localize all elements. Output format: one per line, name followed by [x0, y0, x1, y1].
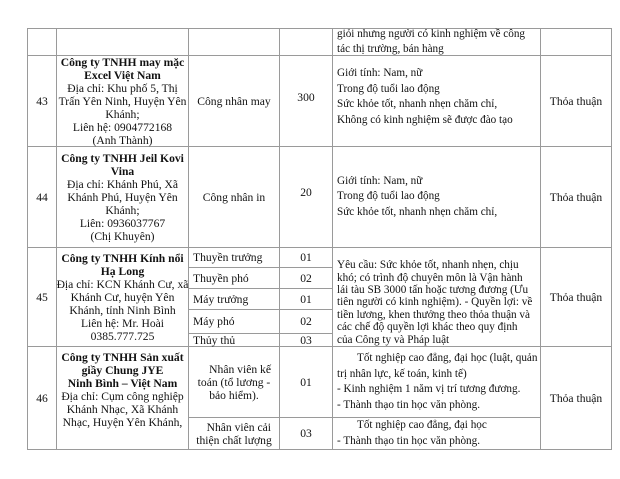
company-detail: Khánh Nhạc, Xã Khánh	[66, 403, 179, 416]
requirement-line: các chế độ quyền lợi khác theo quy định	[337, 321, 518, 334]
company-name: Vina	[110, 164, 135, 178]
position-title: Công nhân in	[202, 190, 266, 204]
company-detail: Địa chỉ: Khu phố 5, Thị	[67, 81, 178, 95]
requirement-line: Trong độ tuổi lao động	[337, 82, 440, 95]
company-detail: Khánh Phú, Huyện Yên	[67, 190, 178, 204]
company-cell	[57, 56, 188, 146]
position-quantity: 01	[300, 292, 312, 306]
table-border-bottom	[27, 449, 612, 450]
position-title: Thủy thủ	[193, 333, 236, 347]
company-detail: Địa chỉ: Cụm công nghiệp	[61, 390, 184, 403]
company-name: Công ty TNHH may mặc	[60, 55, 185, 69]
row-number: 44	[36, 190, 48, 204]
requirements-cell	[333, 252, 540, 346]
company-name: giầy Chung JYE	[81, 364, 164, 377]
row-number: 46	[36, 391, 48, 405]
company-name: Excel Việt Nam	[84, 68, 161, 82]
position-quantity: 02	[300, 315, 312, 328]
company-name: Hạ Long	[100, 264, 145, 278]
requirements-cell	[333, 56, 540, 138]
company-detail: 0385.777.725	[90, 329, 155, 343]
requirement-line: của Công ty và Pháp luật	[337, 333, 450, 346]
company-cell	[57, 347, 188, 449]
requirement-line: Tốt nghiệp cao đẳng, đại học	[357, 419, 487, 431]
requirement-line: - Kinh nghiệm 1 năm vị trí tương đương.	[337, 383, 521, 395]
company-detail: Liên: 0936037767	[79, 216, 166, 230]
requirement-line: trị nhân lực, kế toán, kinh tế)	[337, 367, 467, 380]
position-title-line: Nhân viên cải	[206, 420, 271, 434]
position-quantity: 01	[300, 375, 312, 389]
company-detail: (Anh Thành)	[92, 133, 153, 147]
company-name: Công ty TNHH Kính nổi	[61, 251, 184, 265]
position-title-line: thiện chất lượng	[196, 433, 272, 447]
company-detail: Khánh Cư, huyện Yên	[70, 290, 175, 304]
salary-cell: Thỏa thuận	[549, 190, 603, 204]
requirement-line: tiền lương, khen thưởng theo thỏa thuận và	[337, 308, 530, 321]
row-number: 43	[36, 94, 48, 108]
salary-cell: Thỏa thuận	[549, 290, 603, 304]
position-quantity: 300	[297, 90, 315, 104]
position-title: Thuyền phó	[193, 271, 249, 285]
position-quantity: 02	[300, 271, 312, 285]
position-title-line: toán (tổ lương -	[197, 375, 271, 389]
position-title: Máy phó	[193, 315, 235, 328]
company-name: Công ty TNHH Sản xuất	[61, 351, 184, 364]
requirement-line: tiên người có kinh nghiệm). - Quyền lợi: về	[337, 296, 533, 309]
company-detail: Liên hệ: Mr. Hoài	[80, 316, 165, 330]
requirement-line: lái tàu SB 3000 tấn hoặc tương đương (Ưu	[337, 283, 529, 296]
company-detail: Địa chỉ: KCN Khánh Cư, xã	[56, 277, 189, 291]
company-name: Công ty TNHH Jeil Kovi	[61, 151, 184, 165]
company-detail: Địa chỉ: Khánh Phú, Xã	[66, 177, 179, 191]
position-quantity: 20	[300, 185, 312, 199]
requirement-line: Yêu cầu: Sức khỏe tốt, nhanh nhẹn, chịu	[337, 259, 519, 272]
salary-cell: Thỏa thuận	[549, 391, 603, 405]
company-detail: Liên hệ: 0904772168	[72, 120, 173, 134]
requirement-line: Trong độ tuổi lao động	[337, 190, 440, 203]
requirement-line: Không có kinh nghiệm sẽ được đào tạo	[337, 113, 513, 126]
company-cell	[57, 248, 188, 346]
position-title-line: bảo hiểm).	[209, 388, 259, 402]
table-border-right	[611, 28, 612, 450]
requirements-cell	[333, 29, 540, 55]
company-detail: Khánh, tỉnh Ninh Bình	[69, 303, 176, 317]
requirement-line: - Thành thạo tin học văn phòng.	[337, 398, 481, 411]
company-detail: Trấn Yên Ninh, Huyện Yên	[58, 94, 187, 108]
company-detail: (Chị Khuyên)	[90, 229, 155, 243]
position-quantity: 01	[300, 251, 312, 264]
salary-cell: Thỏa thuận	[549, 94, 603, 108]
company-detail: Khánh;	[105, 203, 140, 217]
requirement-line: Tốt nghiệp cao đẳng, đại học (luật, quản	[357, 352, 538, 364]
requirements-cell	[333, 418, 540, 449]
requirement-line: Sức khỏe tốt, nhanh nhẹn chăm chỉ,	[337, 98, 498, 110]
requirement-line: khó; có trình độ chuyên môn là Vận hành	[337, 271, 523, 284]
requirements-cell	[333, 347, 540, 417]
requirement-line: Sức khỏe tốt, nhanh nhẹn chăm chỉ,	[337, 205, 498, 218]
position-title: Công nhân may	[197, 94, 271, 108]
position-title-line: Nhân viên kế	[209, 362, 271, 376]
position-quantity: 03	[300, 333, 312, 347]
requirements-cell	[333, 147, 540, 247]
position-title	[189, 418, 279, 449]
requirement-line: Giới tính: Nam, nữ	[337, 67, 423, 79]
requirement-line: - Thành thạo tin học văn phòng.	[337, 434, 481, 447]
company-cell	[57, 147, 188, 247]
requirement-line: tác thị trường, bán hàng	[337, 43, 444, 55]
position-title: Máy trưởng	[193, 292, 249, 306]
requirement-line: giỏi nhưng người có kinh nghiệm về công	[337, 27, 526, 40]
company-name: Ninh Bình – Việt Nam	[67, 377, 178, 390]
position-title	[189, 347, 279, 417]
position-quantity: 03	[300, 427, 312, 440]
requirement-line: Giới tính: Nam, nữ	[337, 174, 423, 187]
company-detail: Khánh;	[105, 107, 140, 121]
company-detail: Nhạc, Huyện Yên Khánh,	[62, 416, 183, 429]
position-title: Thuyền trưởng	[193, 251, 263, 264]
row-number: 45	[36, 290, 48, 304]
